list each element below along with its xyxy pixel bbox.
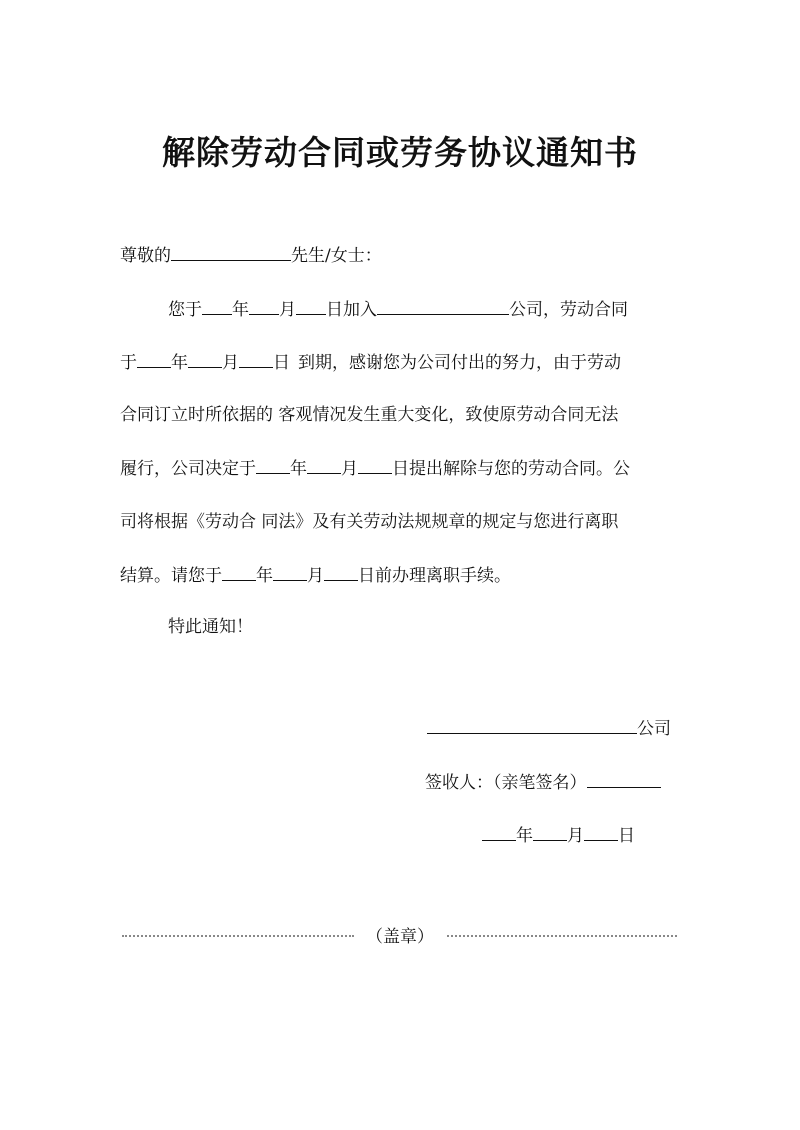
body-line-6 bbox=[120, 560, 511, 591]
signer-line bbox=[425, 767, 661, 798]
sign-month-blank[interactable] bbox=[533, 820, 567, 841]
expiry-month-blank[interactable] bbox=[188, 347, 222, 368]
year-label: 年 bbox=[516, 826, 533, 846]
day-label: 日 bbox=[618, 826, 635, 846]
body-text: 公司，劳动合同 bbox=[509, 300, 628, 320]
closing-text: 特此通知！ bbox=[168, 617, 253, 637]
sign-date-line bbox=[482, 820, 635, 851]
body-text: 结算。请您于 bbox=[120, 566, 222, 586]
body-line-1 bbox=[168, 294, 628, 325]
company-sign-blank[interactable] bbox=[427, 713, 637, 734]
company-suffix: 公司 bbox=[637, 719, 671, 739]
sign-day-blank[interactable] bbox=[584, 820, 618, 841]
join-month-blank[interactable] bbox=[249, 294, 279, 315]
stamp-label: （盖章） bbox=[366, 927, 434, 947]
year-label: 年 bbox=[171, 353, 188, 373]
year-label: 年 bbox=[232, 300, 249, 320]
body-text: 日前办理离职手续。 bbox=[358, 566, 511, 586]
deadline-year-blank[interactable] bbox=[222, 560, 256, 581]
company-sign-line bbox=[427, 713, 671, 744]
sign-year-blank[interactable] bbox=[482, 820, 516, 841]
body-text: 您于 bbox=[168, 300, 202, 320]
body-text: 日 bbox=[273, 353, 290, 373]
body-text: 日加入 bbox=[326, 300, 377, 320]
termination-month-blank[interactable] bbox=[307, 453, 341, 474]
year-label: 年 bbox=[290, 459, 307, 479]
salutation-suffix: 先生/女士： bbox=[291, 246, 382, 266]
salutation-prefix: 尊敬的 bbox=[120, 246, 171, 266]
body-line-5 bbox=[120, 507, 618, 537]
body-line-2 bbox=[120, 347, 621, 378]
join-day-blank[interactable] bbox=[296, 294, 326, 315]
dotted-separator-left bbox=[122, 935, 354, 937]
termination-year-blank[interactable] bbox=[256, 453, 290, 474]
expiry-day-blank[interactable] bbox=[239, 347, 273, 368]
body-line-4 bbox=[120, 453, 630, 484]
body-text: 于 bbox=[120, 353, 137, 373]
document-title: 解除劳动合同或劳务协议通知书 bbox=[162, 133, 638, 172]
deadline-month-blank[interactable] bbox=[273, 560, 307, 581]
year-label: 年 bbox=[256, 566, 273, 586]
company-name-blank[interactable] bbox=[377, 294, 509, 315]
closing-line bbox=[168, 612, 253, 642]
body-text: 合同订立时所依据的 客观情况发生重大变化，致使原劳动合同无法 bbox=[120, 405, 619, 425]
body-text: 司将根据《劳动合 同法》及有关劳动法规规章的规定与您进行离职 bbox=[120, 512, 619, 532]
signer-signature-blank[interactable] bbox=[587, 767, 661, 788]
month-label: 月 bbox=[307, 566, 324, 586]
month-label: 月 bbox=[341, 459, 358, 479]
body-text: 日提出解除与您的劳动合同。公 bbox=[392, 459, 630, 479]
dotted-separator-right bbox=[447, 935, 677, 937]
signer-label: 签收人：（亲笔签名） bbox=[425, 773, 587, 793]
body-text: 到期，感谢您为公司付出的努力，由于劳动 bbox=[298, 353, 621, 373]
month-label: 月 bbox=[567, 826, 584, 846]
body-text: 履行，公司决定于 bbox=[120, 459, 256, 479]
body-line-3 bbox=[120, 400, 618, 430]
join-year-blank[interactable] bbox=[202, 294, 232, 315]
month-label: 月 bbox=[279, 300, 296, 320]
name-blank[interactable] bbox=[171, 240, 291, 261]
month-label: 月 bbox=[222, 353, 239, 373]
expiry-year-blank[interactable] bbox=[137, 347, 171, 368]
deadline-day-blank[interactable] bbox=[324, 560, 358, 581]
termination-day-blank[interactable] bbox=[358, 453, 392, 474]
salutation-line bbox=[120, 240, 382, 271]
